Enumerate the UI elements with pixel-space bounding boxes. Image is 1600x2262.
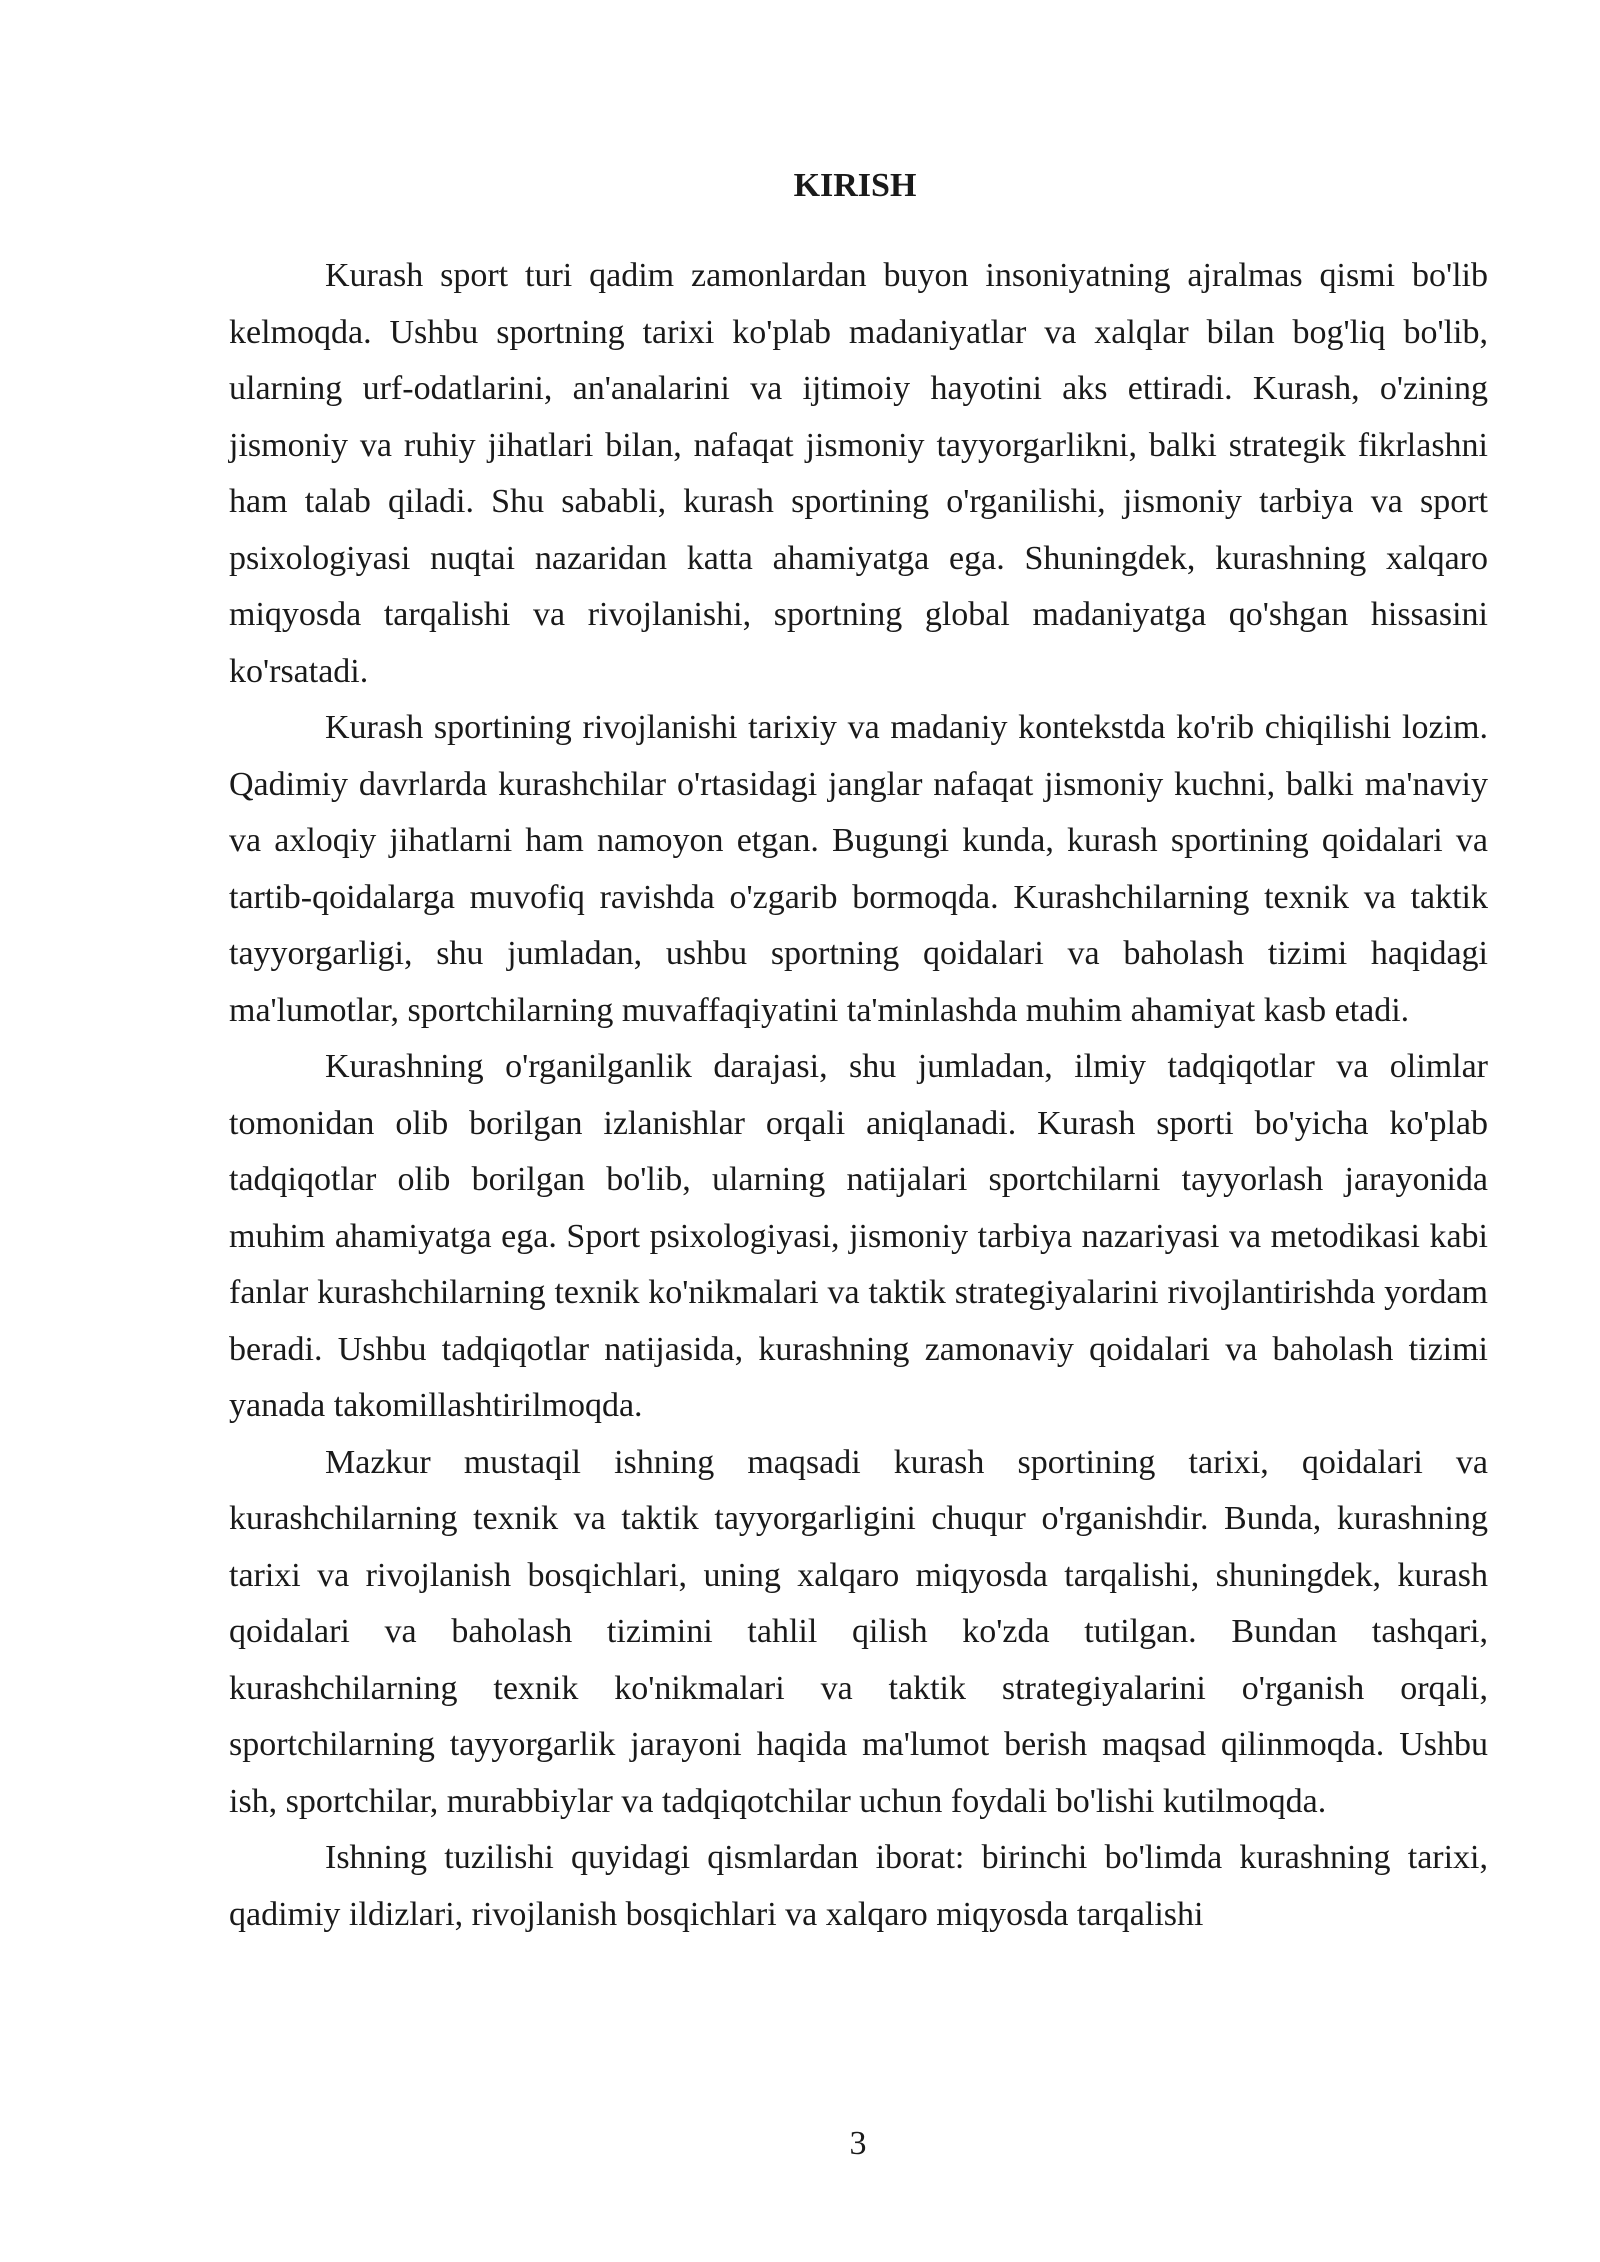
paragraph-2: Kurash sportining rivojlanishi tarixiy va madaniy kontekstda ko'rib chiqilishi lozim. Qadimiy davrlarda kurashchilar o'rtasidagi janglar nafaqat jismoniy kuchni, balki ma'naviy va axloqiy jihatlarni ham namoyon etgan. Bugungi kunda, kurash sportining qoidalari va tartib-qoidalarga muvofiq ravishda o'zgarib bormoqda. Kurashchilarning texnik va taktik tayyorgarligi, shu jumladan, ushbu sportning qoidalari va baholash tizimi haqidagi ma'lumotlar, sportchilarning muvaffaqiyatini ta'minlashda muhim ahamiyat kasb etadi. — [229, 709, 1488, 1029]
paragraph-3: Kurashning o'rganilganlik darajasi, shu jumladan, ilmiy tadqiqotlar va olimlar tomonidan olib borilgan izlanishlar orqali aniqlanadi. Kurash sporti bo'yicha ko'plab tadqiqotlar olib borilgan bo'lib, ularning natijalari sportchilarni tayyorlash jarayonida muhim ahamiyatga ega. Sport psixologiyasi, jismoniy tarbiya nazariyasi va metodikasi kabi fanlar kurashchilarning texnik ko'nikmalari va taktik strategiyalarini rivojlantirishda yordam beradi. Ushbu tadqiqotlar natijasida, kurashning zamonaviy qoidalari va baholash tizimi yanada takomillashtirilmoqda. — [229, 1048, 1488, 1424]
paragraph-1: Kurash sport turi qadim zamonlardan buyon insoniyatning ajralmas qismi bo'lib kelmoqda. Ushbu sportning tarixi ko'plab madaniyatlar va xalqlar bilan bog'liq bo'lib, ularning urf-odatlarini, an'analarini va ijtimoiy hayotini aks ettiradi. Kurash, o'zining jismoniy va ruhiy jihatlari bilan, nafaqat jismoniy tayyorgarlikni, balki strategik fikrlashni ham talab qiladi. Shu sababli, kurash sportining o'rganilishi, jismoniy tarbiya va sport psixologiyasi nuqtai nazaridan katta ahamiyatga ega. Shuningdek, kurashning xalqaro miqyosda tarqalishi va rivojlanishi, sportning global madaniyatga qo'shgan hissasini ko'rsatadi. — [229, 257, 1488, 690]
page-title: KIRISH — [793, 167, 917, 204]
paragraph-5: Ishning tuzilishi quyidagi qismlardan iborat: birinchi bo'limda kurashning tarixi, qadimiy ildizlari, rivojlanish bosqichlari va xalqaro miqyosda tarqalishi — [229, 1839, 1488, 1933]
body-text — [229, 248, 1488, 1943]
page-number: 3 — [849, 2125, 867, 2162]
paragraph-4: Mazkur mustaqil ishning maqsadi kurash sportining tarixi, qoidalari va kurashchilarning texnik va taktik tayyorgarligini chuqur o'rganishdir. Bunda, kurashning tarixi va rivojlanish bosqichlari, uning xalqaro miqyosda tarqalishi, shuningdek, kurash qoidalari va baholash tizimini tahlil qilish ko'zda tutilgan. Bundan tashqari, kurashchilarning texnik ko'nikmalari va taktik strategiyalarini o'rganish orqali, sportchilarning tayyorgarlik jarayoni haqida ma'lumot berish maqsad qilinmoqda. Ushbu ish, sportchilar, murabbiylar va tadqiqotchilar uchun foydali bo'lishi kutilmoqda. — [229, 1443, 1488, 1820]
